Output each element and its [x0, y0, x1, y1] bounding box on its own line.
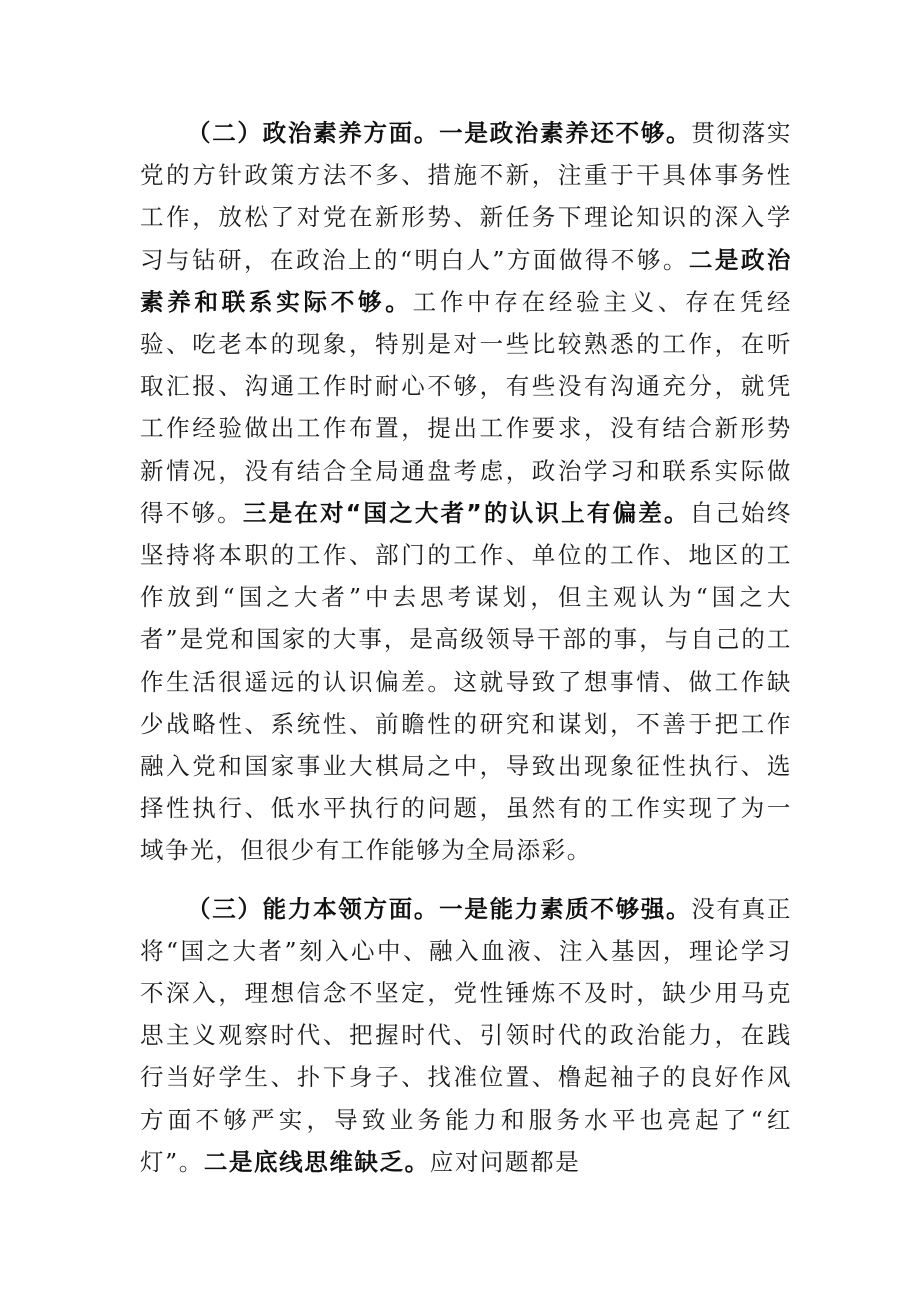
point-heading-2: 二是底线思维缺乏。	[203, 1147, 430, 1176]
section-heading-political-literacy: （二）政治素养方面。	[187, 119, 440, 147]
body-text: 自己始终坚持将本职的工作、部门的工作、单位的工作、地区的工作放到“国之大者”中去思考谋划，但主观认为“国之大者”是党和国家的大事，是高级领导干部的事，与自己的工作生活很遥远的认识偏差。这就导致了想事情、做工作缺少战略性、系统性、前瞻性的研究和谋划，不善于把工作融入党和国家事业大棋局之中，导致出现象征性执行、选择性执行、低水平执行的问题，虽然有的工作实现了为一域争光，但很少有工作能够为全局添彩。	[140, 498, 792, 865]
body-text: 贯彻落实党的方针政策方法不多、措施不新，注重于干具体事务性工作，放松了对党在新形势、新任务下理论知识的深入学习与钻研，在政治上的“明白人”方面做得不够。	[140, 119, 793, 274]
paragraph-political-literacy	[140, 112, 792, 872]
point-heading-1: 一是政治素养还不够。	[439, 119, 692, 147]
body-text: 工作中存在经验主义、存在凭经验、吃老本的现象，特别是对一些比较熟悉的工作，在听取汇报、沟通工作时耐心不够，有些没有沟通充分，就凭工作经验做出工作布置，提出工作要求，没有结合新形势新情况，没有结合全局通盘考虑，政治学习和联系实际做得不够。	[140, 287, 792, 527]
section-heading-ability-skills: （三）能力本领方面。	[187, 894, 440, 923]
point-heading-1: 一是能力素质不够强。	[439, 894, 692, 923]
body-text: 没有真正将“国之大者”刻入心中、融入血液、注入基因，理论学习不深入，理想信念不坚定，党性锤炼不及时，缺少用马克思主义观察时代、把握时代、引领时代的政治能力，在践行当好学生、扑下身子、找准位置、橹起袖子的良好作风方面不够严实，导致业务能力和服务水平也亮起了“红灯”。	[140, 894, 793, 1176]
body-text: 应对问题都是	[429, 1147, 581, 1176]
point-heading-3: 三是在对“国之大者”的认识上有偏差。	[242, 498, 690, 527]
point-heading-2: 二是政治素养和联系实际不够。	[140, 245, 792, 316]
paragraph-ability-skills	[140, 888, 792, 1183]
